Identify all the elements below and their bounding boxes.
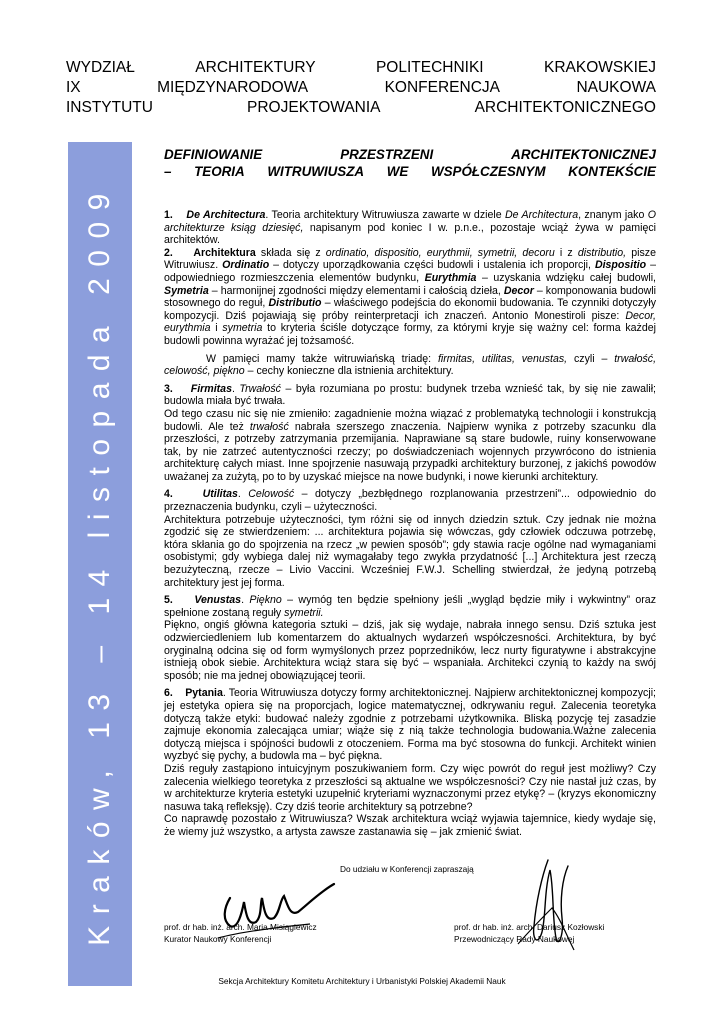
invitation-text: Do udziału w Konferencji zapraszają — [340, 864, 474, 874]
header-line-3: INSTYTUTU PROJEKTOWANIA ARCHITEKTONICZNEGO — [66, 99, 656, 116]
conference-date: Kraków, 13 – 14 listopada 2009 — [83, 182, 116, 946]
section-4: 4. Utilitas. Celowość – dotyczy „bezbłędnego rozplanowania przestrzeni”... odpowiednio do przeznaczenia budynku, czyli – użyteczności. Architektura potrzebuje użyteczności, tym różni się od innych dziedzin sztuk. Czy jednak nie można zgodzić się ze stwierdzeniem: ... architektura pojawia się wówczas, gdy człowiek odczuwa potrzebę, która skłania go do spojrzenia na rzecz „w pewien sposób”; gdy stawia racje ogólne nad wymaganiami osobistymi; gdy wybiega dalej niż wymagałaby tego zwykła przydatność [...] Architektura jest rzeczą bezużyteczną, rzecze – Livio Vaccini. Wcześniej F.W.J. Schelling stwierdzał, że jedyną potrzebą architektury jest jej forma. — [164, 488, 656, 589]
institution-header — [66, 58, 656, 118]
section-3: 3. Firmitas. Trwałość – była rozumiana po prostu: budynek trzeba wznieść tak, by się nie zawalił; budowla miała być trwała. Od tego czasu nic się nie zmieniło: zagadnienie można wiązać z problematyką technologii i konstrukcją budowli. Ale też trwałość nabrała szerszego znaczenia. Najpierw wynika z potrzeby szacunku dla przeszłości, z potrzeby zatrzymania przemijania. Naprawiane są stare budowle, ruiny konserwowane tak, by nie zatrzeć autentyczności rzeczy; po doświadczeniach wojennych przywrócono do istnienia architekturę całych miast. Inne spojrzenie nasuwają przypadki architektury burzonej, z jakichś powodów uważanej za zużytą, po to by uzyskać miejsce na nowe budynki, i nowe kierunki architektury. — [164, 382, 657, 483]
signature-right — [454, 922, 604, 945]
document-body — [164, 209, 656, 844]
signature-left-role: Kurator Naukowy Konferencji — [164, 933, 272, 944]
signature-left — [164, 922, 317, 945]
signature-right-name: prof. dr hab. inż. arch. Dariusz Kozłowski — [454, 922, 605, 932]
section-2: 2. Architektura składa się z ordinatio, dispositio, eurythmii, symetrii, decoru i z distributio, pisze Witruwiusz. Ordinatio – dotyczy uporządkowania części budowli i ustalenia ich proporcji, Dispositio – odpowiedniego rozmieszczenia elementów budynku, Eurythmia – uzyskania wdzięku całej budowli, Symetria – harmonijnej zgodności między elementami i całością dzieła, Decor – komponowania budowli stosownego do reguł, Distributio – właściwego podejścia do ekonomii budowania. Te czynniki dotyczyły kompozycji. Dziś pojawiają się próby reinterpretacji ich znaczeń. Antonio Monestiroli pisze: Decor, eurythmia i symetria to kryteria ściśle dotyczące formy, za którymi kryje się ważny cel: forma każdej budowli powinna wyrażać jej tożsamość. — [164, 246, 657, 347]
footer-text: Sekcja Architektury Komitetu Architektury i Urbanistyki Polskiej Akademii Nauk — [218, 976, 506, 986]
signature-right-role: Przewodniczący Rady Naukowej — [454, 933, 575, 944]
header-line-1: WYDZIAŁ ARCHITEKTURY POLITECHNIKI KRAKOWSKIEJ — [66, 59, 656, 76]
section-5: 5. Venustas. Piękno – wymóg ten będzie spełniony jeśli „wygląd będzie miły i wykwintny” oraz spełnione zostaną reguły symetrii. Piękno, ongiś główna kategoria sztuki – dziś, jak się wydaje, nabrała innego sensu. Dziś sztuka jest odzwierciedleniem lub komentarzem do aktualnych wydarzeń współczesności. Architektura, by być oryginalną odcina się od form wymyślonych przez poprzedników, lecz nurty figuratywne i abstrakcyjne istnieją obok siebie. Architektura wciąż stara się być – wspaniała. Architekci czynią to każdy na swój sposób; nie ma jednej obowiązującej teorii. — [164, 594, 656, 682]
section-2-triad: W pamięci mamy także witruwiańską triadę: firmitas, utilitas, venustas, czyli – trwałość, celowość, piękno – cechy konieczne dla istnienia architektury. — [164, 352, 657, 378]
header-line-2: IX MIĘDZYNARODOWA KONFERENCJA NAUKOWA — [66, 79, 656, 96]
section-6: 6. Pytania. Teoria Witruwiusza dotyczy formy architektonicznej. Najpierw architektonicznej kompozycji; jej estetyka opiera się na proporcjach, logice matematycznej, odkrywaniu reguł. Zalecenia teoretyka dotyczą także etyki: budować należy zgodnie z potrzebami użytkownika. Bliską pozycję tej zasadzie zajmuje ekonomia zalecająca umiar; wiąże się z nią także technologia budowania.Ważne zalecenia dotyczą miejsca i spójności budowli z otoczeniem. Forma ma być stosowna do funkcji. Architekt winien wyzbyć się pychy, a budowla ma – być piękna. Dziś reguły zastąpiono intuicyjnym poszukiwaniem form. Czy więc powrót do reguł jest możliwy? Czy zalecenia wielkiego teoretyka z przeszłości są aktualne we współczesności? Czy nie nastał już czas, by w architekturze kryteria estetyki uzupełnić kryteriami wyznaczonymi przez etykę? – (kryzys ekonomiczny nasuwa taką refleksję). Czy dziś teorie architektury są potrzebne? Co naprawdę pozostało z Witruwiusza? Wszak architektura wciąż wyjawia tajemnice, kiedy wydaje się, że wiemy już wszystko, a artysta zawsze zastanawia się – jak zmienić świat. — [164, 687, 656, 838]
title-line-2: – TEORIA WITRUWIUSZA WE WSPÓŁCZESNYM KONTEKŚCIE — [164, 164, 656, 179]
document-title — [164, 146, 656, 180]
section-1: 1. De Architectura. Teoria architektury Witruwiusza zawarte w dziele De Architectura, znanym jako O architekturze ksiąg dziesięć, napisanym pod koniec I w. p.n.e., pozostaje wciąż żywa w pamięci architektów. — [164, 209, 656, 247]
signature-left-name: prof. dr hab. inż. arch. Maria Misiągiewicz — [164, 922, 317, 932]
title-line-1: DEFINIOWANIE PRZESTRZENI ARCHITEKTONICZNEJ — [164, 147, 656, 162]
